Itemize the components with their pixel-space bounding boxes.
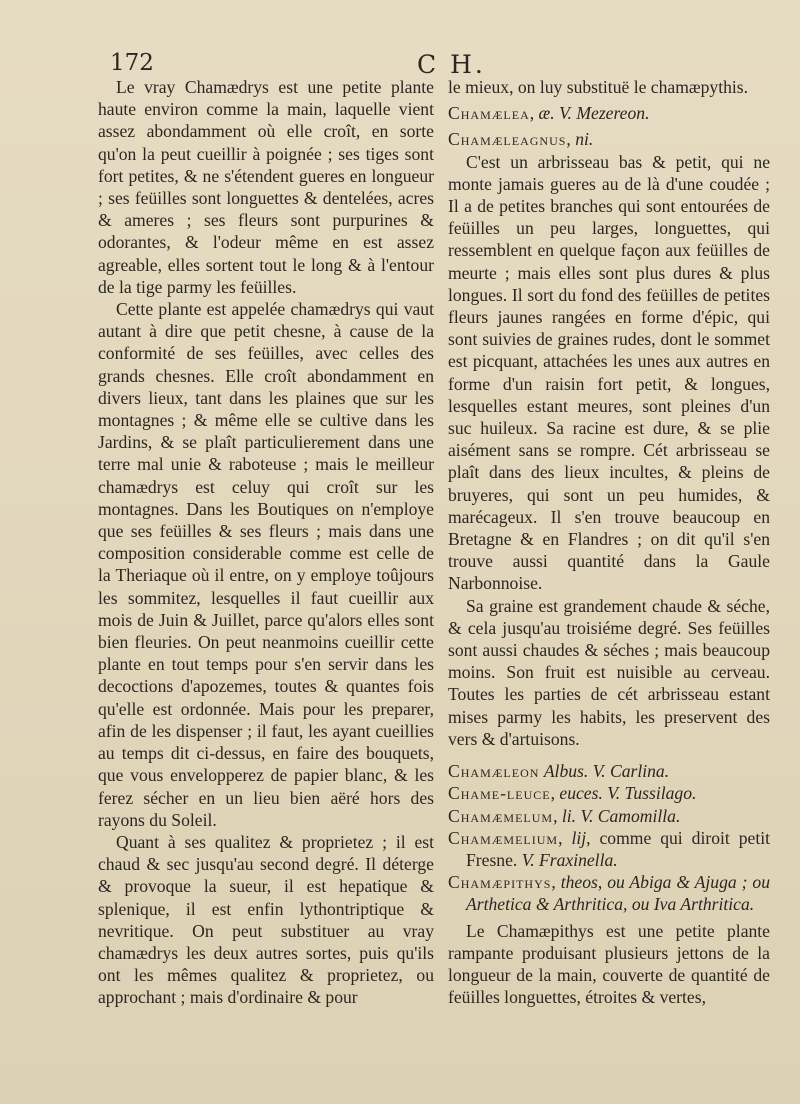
entry-grammar: euces. — [559, 783, 603, 804]
entry-crossref: V. Mezereon. — [559, 103, 650, 124]
dictionary-entry: Chame-leuce, euces. V. Tussilago. — [448, 783, 697, 804]
left-column — [98, 76, 434, 1009]
paragraph: Quant à ses qualitez & proprietez ; il est chaud & sec jusqu'au second degré. Il déterge & provoque la sueur, il est hepatique & splenique, il est enfin lythontriptique & nevritique. On peut substituer au vray chamædrys les deux autres sortes, puis qu'ils ont les mêmes qualitez & proprietez, ou approchant ; mais d'ordinaire & pour — [98, 831, 434, 1008]
entry-headword: Chamæmelium — [448, 827, 559, 848]
entry-grammar: li. — [561, 805, 577, 826]
entry-crossref: V. Tussilago. — [607, 783, 697, 804]
dictionary-entry: Chamæmelum, li. V. Camomilla. — [448, 805, 681, 826]
entry-headword: Chame-leuce — [448, 783, 551, 804]
entry-headword: Chamælea — [448, 103, 530, 124]
entry-headword: Chamæmelum — [448, 805, 554, 826]
paragraph: C'est un arbrisseau bas & petit, qui ne monte jamais gueres au de là d'une coudée ; Il a de petites branches qui sont entourées de feüilles un peu larges, longuettes, qui ressemblent en quelque façon aux feüilles de meurte ; mais elles sont plus dures & plus longues. Il sort du fond des feüilles de petites fleurs jaunes rangées en forme d'épic, qui sont suivies de graines rudes, dont le sommet est picquant, attachées les unes aux autres en forme d'un raisin fort petit, & longues, lesquelles estant meures, sont pleines d'un suc huileux. Sa racine est dure, & se plie aisément sans se rompre. Cét arbrisseau se plaît dans des lieux incultes, & pleins de bruyeres, qui sont un peu humides, & marécageux. Il s'en trouve beaucoup en Bretagne & en Flandres ; on dit qu'il s'en trouve aussi quantité dans la Gaule Narbonnoise. — [448, 151, 770, 594]
dictionary-entry — [448, 760, 770, 782]
entry-crossref: V. Fraxinella. — [521, 849, 618, 870]
entry-grammar: theos — [560, 872, 598, 893]
entry-crossref: V. Carlina. — [592, 761, 670, 782]
dictionary-entry: Chamæmelium, lij, comme qui diroit petit Fresne. V. Fraxinella. — [448, 827, 770, 870]
paragraph: Le Chamæpithys est une petite plante rampante produisant plusieurs jettons de la longueur de la main, couverte de quantité de feüilles longuettes, étroites & vertes, — [448, 920, 770, 1008]
dictionary-entry: Chamælea, æ. V. Mezereon. — [448, 103, 650, 124]
right-column — [448, 76, 770, 1008]
entry-text: , comme qui diroit petit Fresne. — [466, 827, 770, 870]
running-head: C H. — [417, 50, 486, 79]
entry-crossref: V. Camomilla. — [580, 805, 681, 826]
entry-text: ou Abiga & Ajuga ; ou Arthetica & Arthritica, ou Iva Arthritica. — [466, 872, 771, 915]
continuation-text: le mieux, on luy substituë le chamæpythis. — [448, 77, 749, 97]
entry-grammar: ni. — [575, 129, 594, 150]
entry-grammar: æ. — [538, 103, 555, 124]
entry-grammar: lij — [571, 827, 587, 848]
paragraph: Sa graine est grandement chaude & séche, & cela jusqu'au troisiéme degré. Ses feüilles sont aussi chaudes & séches ; mais beaucoup moins. Son fruit est nuisible au cerveau. Toutes les parties de cét arbrisseau estant mises parmy les habits, les preservent des vers & d'artuisons. — [448, 595, 770, 749]
entry-headword: Chamæleon — [448, 761, 540, 782]
paragraph: Cette plante est appelée chamædrys qui vaut autant à dire que petit chesne, à cause de la conformité de ses feüilles, avec celles des grands chesnes. Elle croît abondamment en divers lieux, tant dans les plaines que sur les montagnes ; & même elle se cultive dans les Jardins, & se plaît particulierement dans une terre mal unie & raboteuse ; mais le meilleur chamædrys est celuy qui croît sur les montagnes. Dans les Boutiques on n'employe que ses feüilles & ses fleurs ; mais dans une composition considerable comme est celle de la Theriaque où il entre, on y employe toûjours les sommitez, lesquelles il faut cueillir aux mois de Juin & Juillet, parce qu'alors elles sont bien fleuries. On peut neanmoins cueillir cette plante en tout temps pour s'en servir dans les decoctions d'apozemes, toutes & quantes fois qu'elle est ordonnée. Mais pour les preparer, afin de les dispenser ; il faut, les ayant cueillies au temps dit ci-dessus, en faire des bouquets, que vous envelopperez de papier blanc, & les ferez sécher en un lieu bien aëré hors des rayons du Soleil. — [98, 299, 434, 830]
page-number: 172 — [110, 50, 154, 76]
paragraph: Le vray Chamædrys est une petite plante haute environ comme la main, laquelle vient assez abondamment où elle croît, en sorte qu'on la peut cueillir à poignée ; ses tiges sont fort petites, & ne s'étendent gueres en longueur ; ses feüilles sont longuettes & dentelées, acres & ameres ; ses fleurs sont purpurines & odorantes, & l'odeur même en est assez agreable, elles sortent tout le long & à l'entour de la tige parmy les feüilles. — [98, 77, 434, 297]
dictionary-entry: Chamæleagnus, ni. — [448, 129, 594, 150]
dictionary-entry: Chamæpithys, theos, ou Abiga & Ajuga ; ou Arthetica & Arthritica, ou Iva Arthritica. — [448, 872, 771, 915]
entry-headword: Chamæpithys — [448, 872, 552, 893]
entry-headword: Chamæleagnus — [448, 129, 567, 150]
entry-grammar: Albus. — [543, 761, 589, 782]
